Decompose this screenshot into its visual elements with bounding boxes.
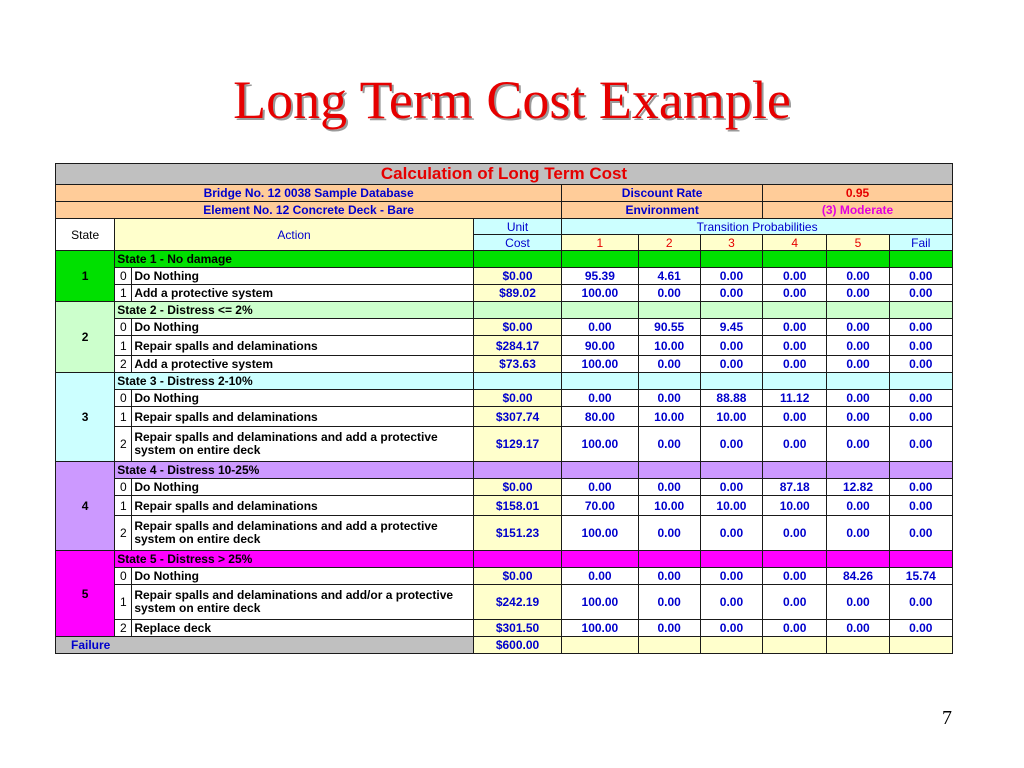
transition-probability: 12.82 bbox=[827, 479, 889, 496]
transition-probability: 87.18 bbox=[763, 479, 827, 496]
action-index: 1 bbox=[115, 336, 132, 356]
transition-header: Transition Probabilities bbox=[562, 219, 953, 235]
state-header-row bbox=[56, 551, 953, 568]
transition-probability: 0.00 bbox=[638, 285, 700, 302]
col-header-2: 2 bbox=[638, 235, 700, 251]
failure-empty-cell bbox=[638, 637, 700, 654]
transition-probability: 84.26 bbox=[827, 568, 889, 585]
transition-probability: 0.00 bbox=[638, 479, 700, 496]
action-description: Do Nothing bbox=[132, 479, 474, 496]
unit-cost: $89.02 bbox=[473, 285, 561, 302]
unit-cost: $0.00 bbox=[473, 390, 561, 407]
element-info: Element No. 12 Concrete Deck - Bare bbox=[56, 202, 562, 219]
state-header-row bbox=[56, 302, 953, 319]
state-number: 3 bbox=[56, 373, 115, 462]
transition-probability: 0.00 bbox=[889, 620, 952, 637]
cost-header: Cost bbox=[473, 235, 561, 251]
action-description: Add a protective system bbox=[132, 285, 474, 302]
state-label: State 5 - Distress > 25% bbox=[115, 551, 474, 568]
transition-probability: 0.00 bbox=[562, 568, 638, 585]
state-band-cell bbox=[473, 373, 561, 390]
transition-probability: 0.00 bbox=[827, 620, 889, 637]
state-band-cell bbox=[827, 373, 889, 390]
environment-value: (3) Moderate bbox=[763, 202, 953, 219]
transition-probability: 10.00 bbox=[700, 496, 762, 516]
unit-cost: $301.50 bbox=[473, 620, 561, 637]
transition-probability: 0.00 bbox=[889, 268, 952, 285]
state-label: State 1 - No damage bbox=[115, 251, 474, 268]
action-index: 0 bbox=[115, 319, 132, 336]
action-index: 0 bbox=[115, 390, 132, 407]
transition-probability: 0.00 bbox=[889, 427, 952, 462]
transition-probability: 0.00 bbox=[889, 390, 952, 407]
action-index: 2 bbox=[115, 620, 132, 637]
transition-probability: 0.00 bbox=[889, 585, 952, 620]
transition-probability: 0.00 bbox=[827, 585, 889, 620]
state-band-cell bbox=[562, 373, 638, 390]
state-band-cell bbox=[827, 302, 889, 319]
table-row bbox=[56, 585, 953, 620]
table-row bbox=[56, 427, 953, 462]
col-header-1: 1 bbox=[562, 235, 638, 251]
transition-probability: 0.00 bbox=[700, 427, 762, 462]
table-row bbox=[56, 336, 953, 356]
transition-probability: 10.00 bbox=[763, 496, 827, 516]
state-band-cell bbox=[473, 251, 561, 268]
transition-probability: 9.45 bbox=[700, 319, 762, 336]
discount-rate-value: 0.95 bbox=[763, 185, 953, 202]
col-header-fail: Fail bbox=[889, 235, 952, 251]
transition-probability: 0.00 bbox=[827, 516, 889, 551]
table-row bbox=[56, 479, 953, 496]
state-band-cell bbox=[700, 462, 762, 479]
action-description: Replace deck bbox=[132, 620, 474, 637]
action-description: Do Nothing bbox=[132, 568, 474, 585]
action-description: Repair spalls and delaminations bbox=[132, 407, 474, 427]
state-band-cell bbox=[638, 462, 700, 479]
failure-empty-cell bbox=[700, 637, 762, 654]
transition-probability: 0.00 bbox=[700, 268, 762, 285]
table-row bbox=[56, 356, 953, 373]
state-label: State 3 - Distress 2-10% bbox=[115, 373, 474, 390]
state-header-row bbox=[56, 373, 953, 390]
unit-cost: $0.00 bbox=[473, 568, 561, 585]
state-band-cell bbox=[473, 462, 561, 479]
action-description: Add a protective system bbox=[132, 356, 474, 373]
transition-probability: 0.00 bbox=[827, 390, 889, 407]
transition-probability: 0.00 bbox=[763, 568, 827, 585]
state-band-cell bbox=[763, 551, 827, 568]
transition-probability: 0.00 bbox=[700, 585, 762, 620]
transition-probability: 0.00 bbox=[889, 356, 952, 373]
transition-probability: 70.00 bbox=[562, 496, 638, 516]
transition-probability: 0.00 bbox=[700, 620, 762, 637]
transition-probability: 0.00 bbox=[638, 620, 700, 637]
action-header: Action bbox=[115, 219, 474, 251]
transition-probability: 0.00 bbox=[638, 585, 700, 620]
transition-probability: 10.00 bbox=[638, 496, 700, 516]
unit-cost: $307.74 bbox=[473, 407, 561, 427]
state-band-cell bbox=[562, 551, 638, 568]
transition-probability: 0.00 bbox=[763, 585, 827, 620]
unit-cost: $0.00 bbox=[473, 319, 561, 336]
transition-probability: 0.00 bbox=[700, 285, 762, 302]
unit-cost: $0.00 bbox=[473, 479, 561, 496]
page-number: 7 bbox=[942, 707, 952, 729]
unit-cost: $73.63 bbox=[473, 356, 561, 373]
transition-probability: 10.00 bbox=[700, 407, 762, 427]
transition-probability: 0.00 bbox=[700, 516, 762, 551]
state-band-cell bbox=[763, 302, 827, 319]
table-title: Calculation of Long Term Cost bbox=[56, 164, 953, 185]
action-index: 1 bbox=[115, 285, 132, 302]
action-index: 1 bbox=[115, 585, 132, 620]
unit-cost: $0.00 bbox=[473, 268, 561, 285]
failure-row bbox=[56, 637, 953, 654]
state-label: State 2 - Distress <= 2% bbox=[115, 302, 474, 319]
transition-probability: 0.00 bbox=[562, 319, 638, 336]
state-band-cell bbox=[889, 251, 952, 268]
slide-title: Long Term Cost Example bbox=[233, 70, 791, 130]
transition-probability: 0.00 bbox=[562, 390, 638, 407]
transition-probability: 15.74 bbox=[889, 568, 952, 585]
transition-probability: 90.55 bbox=[638, 319, 700, 336]
failure-cost: $600.00 bbox=[473, 637, 561, 654]
failure-empty-cell bbox=[562, 637, 638, 654]
transition-probability: 0.00 bbox=[827, 356, 889, 373]
state-header: State bbox=[56, 219, 115, 251]
state-band-cell bbox=[763, 462, 827, 479]
unit-cost: $242.19 bbox=[473, 585, 561, 620]
transition-probability: 0.00 bbox=[889, 496, 952, 516]
table-row bbox=[56, 407, 953, 427]
action-index: 0 bbox=[115, 568, 132, 585]
unit-header: Unit bbox=[473, 219, 561, 235]
col-header-3: 3 bbox=[700, 235, 762, 251]
table-row bbox=[56, 620, 953, 637]
transition-probability: 0.00 bbox=[700, 336, 762, 356]
long-term-cost-table bbox=[55, 163, 953, 654]
action-index: 1 bbox=[115, 496, 132, 516]
transition-probability: 80.00 bbox=[562, 407, 638, 427]
state-band-cell bbox=[638, 551, 700, 568]
transition-probability: 0.00 bbox=[827, 407, 889, 427]
transition-probability: 0.00 bbox=[827, 319, 889, 336]
state-band-cell bbox=[889, 302, 952, 319]
environment-label: Environment bbox=[562, 202, 763, 219]
transition-probability: 0.00 bbox=[763, 268, 827, 285]
table-row bbox=[56, 568, 953, 585]
state-number: 5 bbox=[56, 551, 115, 637]
unit-cost: $129.17 bbox=[473, 427, 561, 462]
transition-probability: 0.00 bbox=[827, 427, 889, 462]
transition-probability: 0.00 bbox=[700, 479, 762, 496]
failure-label: Failure bbox=[56, 637, 474, 654]
state-band-cell bbox=[889, 551, 952, 568]
unit-cost: $158.01 bbox=[473, 496, 561, 516]
transition-probability: 0.00 bbox=[638, 568, 700, 585]
unit-cost: $151.23 bbox=[473, 516, 561, 551]
state-band-cell bbox=[700, 302, 762, 319]
state-band-cell bbox=[562, 462, 638, 479]
transition-probability: 95.39 bbox=[562, 268, 638, 285]
transition-probability: 10.00 bbox=[638, 407, 700, 427]
state-header-row bbox=[56, 251, 953, 268]
col-header-4: 4 bbox=[763, 235, 827, 251]
action-index: 0 bbox=[115, 268, 132, 285]
state-band-cell bbox=[638, 302, 700, 319]
unit-cost: $284.17 bbox=[473, 336, 561, 356]
bridge-info: Bridge No. 12 0038 Sample Database bbox=[56, 185, 562, 202]
transition-probability: 0.00 bbox=[889, 336, 952, 356]
state-band-cell bbox=[700, 251, 762, 268]
state-band-cell bbox=[562, 302, 638, 319]
state-band-cell bbox=[473, 302, 561, 319]
transition-probability: 0.00 bbox=[763, 516, 827, 551]
transition-probability: 0.00 bbox=[638, 390, 700, 407]
transition-probability: 0.00 bbox=[889, 516, 952, 551]
state-number: 1 bbox=[56, 251, 115, 302]
action-index: 2 bbox=[115, 356, 132, 373]
state-band-cell bbox=[638, 373, 700, 390]
state-number: 2 bbox=[56, 302, 115, 373]
transition-probability: 4.61 bbox=[638, 268, 700, 285]
transition-probability: 0.00 bbox=[763, 319, 827, 336]
state-band-cell bbox=[763, 373, 827, 390]
discount-rate-label: Discount Rate bbox=[562, 185, 763, 202]
table-row bbox=[56, 268, 953, 285]
state-band-cell bbox=[700, 551, 762, 568]
transition-probability: 0.00 bbox=[889, 319, 952, 336]
table-row bbox=[56, 516, 953, 551]
state-band-cell bbox=[827, 251, 889, 268]
state-band-cell bbox=[562, 251, 638, 268]
state-band-cell bbox=[827, 551, 889, 568]
transition-probability: 100.00 bbox=[562, 585, 638, 620]
transition-probability: 0.00 bbox=[889, 407, 952, 427]
table-row bbox=[56, 496, 953, 516]
transition-probability: 0.00 bbox=[889, 285, 952, 302]
state-band-cell bbox=[700, 373, 762, 390]
transition-probability: 90.00 bbox=[562, 336, 638, 356]
transition-probability: 0.00 bbox=[763, 336, 827, 356]
transition-probability: 0.00 bbox=[763, 427, 827, 462]
transition-probability: 0.00 bbox=[827, 268, 889, 285]
failure-empty-cell bbox=[889, 637, 952, 654]
action-index: 2 bbox=[115, 516, 132, 551]
state-band-cell bbox=[827, 462, 889, 479]
transition-probability: 0.00 bbox=[638, 516, 700, 551]
table-row bbox=[56, 319, 953, 336]
state-band-cell bbox=[763, 251, 827, 268]
action-index: 2 bbox=[115, 427, 132, 462]
action-description: Repair spalls and delaminations bbox=[132, 336, 474, 356]
col-header-5: 5 bbox=[827, 235, 889, 251]
action-index: 1 bbox=[115, 407, 132, 427]
transition-probability: 100.00 bbox=[562, 356, 638, 373]
state-header-row bbox=[56, 462, 953, 479]
transition-probability: 0.00 bbox=[700, 356, 762, 373]
action-description: Repair spalls and delaminations and add a protective system on entire deck bbox=[132, 427, 474, 462]
transition-probability: 0.00 bbox=[763, 285, 827, 302]
transition-probability: 10.00 bbox=[638, 336, 700, 356]
action-description: Do Nothing bbox=[132, 390, 474, 407]
state-band-cell bbox=[889, 373, 952, 390]
transition-probability: 11.12 bbox=[763, 390, 827, 407]
failure-empty-cell bbox=[827, 637, 889, 654]
action-description: Repair spalls and delaminations bbox=[132, 496, 474, 516]
transition-probability: 0.00 bbox=[827, 496, 889, 516]
state-label: State 4 - Distress 10-25% bbox=[115, 462, 474, 479]
action-index: 0 bbox=[115, 479, 132, 496]
transition-probability: 100.00 bbox=[562, 427, 638, 462]
state-band-cell bbox=[638, 251, 700, 268]
action-description: Repair spalls and delaminations and add/or a protective system on entire deck bbox=[132, 585, 474, 620]
transition-probability: 0.00 bbox=[562, 479, 638, 496]
state-band-cell bbox=[473, 551, 561, 568]
state-number: 4 bbox=[56, 462, 115, 551]
transition-probability: 0.00 bbox=[763, 620, 827, 637]
transition-probability: 0.00 bbox=[638, 356, 700, 373]
transition-probability: 100.00 bbox=[562, 285, 638, 302]
transition-probability: 0.00 bbox=[638, 427, 700, 462]
transition-probability: 100.00 bbox=[562, 516, 638, 551]
action-description: Do Nothing bbox=[132, 319, 474, 336]
failure-empty-cell bbox=[763, 637, 827, 654]
state-band-cell bbox=[889, 462, 952, 479]
transition-probability: 100.00 bbox=[562, 620, 638, 637]
transition-probability: 0.00 bbox=[827, 336, 889, 356]
transition-probability: 88.88 bbox=[700, 390, 762, 407]
transition-probability: 0.00 bbox=[700, 568, 762, 585]
transition-probability: 0.00 bbox=[763, 356, 827, 373]
action-description: Repair spalls and delaminations and add a protective system on entire deck bbox=[132, 516, 474, 551]
transition-probability: 0.00 bbox=[889, 479, 952, 496]
table-row bbox=[56, 285, 953, 302]
transition-probability: 0.00 bbox=[763, 407, 827, 427]
transition-probability: 0.00 bbox=[827, 285, 889, 302]
table-row bbox=[56, 390, 953, 407]
action-description: Do Nothing bbox=[132, 268, 474, 285]
